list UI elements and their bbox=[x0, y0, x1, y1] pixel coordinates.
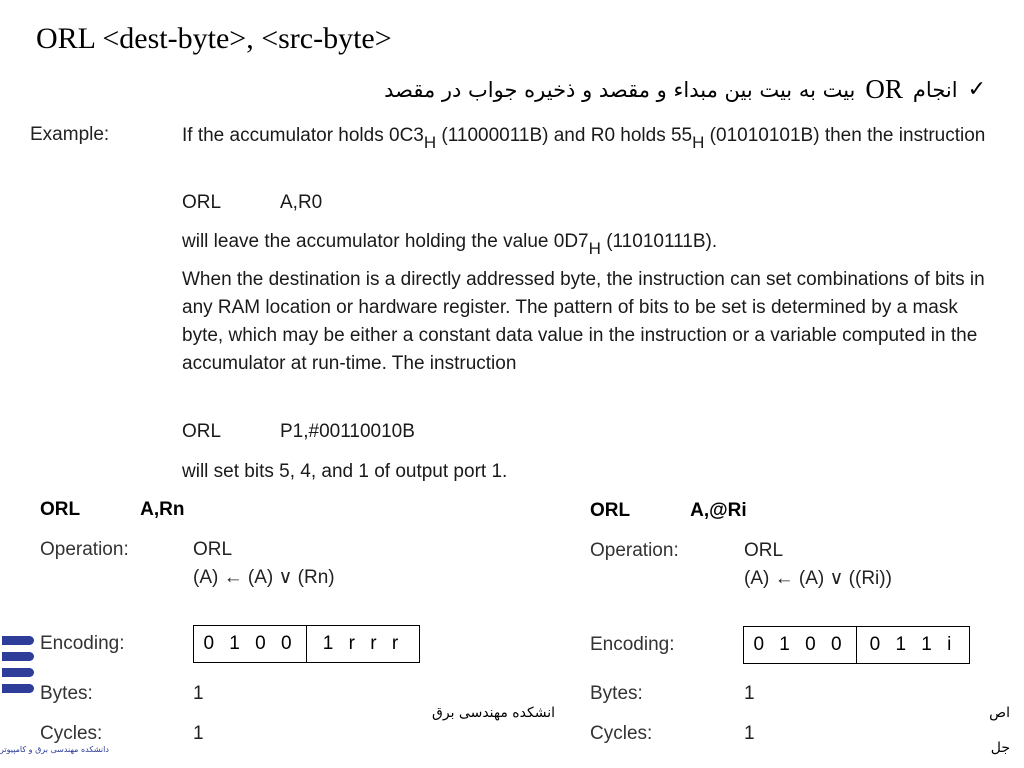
example-code-1 bbox=[182, 189, 1002, 217]
right-operation-op: ORL bbox=[744, 540, 784, 561]
footer-faculty: انشکده مهندسی برق bbox=[432, 705, 555, 721]
example-paragraph-1 bbox=[182, 122, 1002, 150]
left-operation-expr: (A) ← (A) ∨ (Rn) bbox=[193, 567, 335, 588]
example-paragraph-4: will set bits 5, 4, and 1 of output port 1. bbox=[182, 461, 508, 482]
example-paragraph-3: When the destination is a directly addressed byte, the instruction can set combinations of bits in any RAM location or hardware register. The pattern of bits to be set is determined by a mask byte, which may be either a constant data value in the instruction or a variable computed in the accumulator at run-time. The instruction bbox=[182, 269, 985, 374]
left-encoding-high: 0 1 0 0 bbox=[194, 626, 307, 662]
example-code-2 bbox=[182, 418, 1002, 446]
right-bytes-value: 1 bbox=[744, 683, 755, 704]
bullet-rest: بیت به بیت بین مبداء و مقصد و ذخیره جواب در مقصد bbox=[384, 77, 856, 102]
left-encoding-low: 1 r r r bbox=[322, 633, 404, 654]
left-block-heading bbox=[40, 499, 184, 521]
right-cycles-label: Cycles: bbox=[590, 723, 653, 744]
code2-args: P1,#00110010B bbox=[280, 421, 415, 442]
left-encoding-label: Encoding: bbox=[40, 633, 125, 654]
left-mnemonic: ORL bbox=[40, 499, 81, 520]
p2-text-b: (11010111B). bbox=[600, 231, 718, 252]
p1-text-a: If the accumulator holds 0C3 bbox=[182, 125, 424, 146]
logo-bar-3 bbox=[2, 668, 34, 677]
right-operation-expr: (A) ← (A) ∨ ((Ri)) bbox=[744, 568, 892, 589]
description-bullet bbox=[384, 74, 986, 105]
footer-right-top: اص bbox=[989, 705, 1010, 721]
right-block-heading bbox=[590, 500, 747, 522]
slide-title: ORL <dest-byte>, <src-byte> bbox=[36, 22, 392, 55]
right-mnemonic: ORL bbox=[590, 500, 631, 521]
logo-bar-2 bbox=[2, 652, 34, 661]
code1-op: ORL bbox=[182, 192, 222, 213]
code1-args: A,R0 bbox=[280, 192, 323, 213]
left-bytes-label: Bytes: bbox=[40, 683, 93, 704]
right-operation-label: Operation: bbox=[590, 540, 679, 561]
logo-bar-1 bbox=[2, 636, 34, 645]
p1-sub-1: H bbox=[423, 133, 437, 152]
right-operands: A,@Ri bbox=[690, 500, 747, 521]
right-encoding-high: 0 1 0 0 bbox=[744, 627, 857, 663]
p1-text-b: (11000011B) and R0 holds 55 bbox=[436, 125, 693, 146]
logo-bar-4 bbox=[2, 684, 34, 693]
left-operands: A,Rn bbox=[140, 499, 185, 520]
bullet-prefix: انجام bbox=[912, 77, 958, 102]
right-encoding-box bbox=[743, 626, 970, 664]
left-operation-label: Operation: bbox=[40, 539, 129, 560]
bullet-or-word: OR bbox=[865, 74, 903, 104]
right-encoding-low: 0 1 1 i bbox=[869, 634, 957, 655]
example-paragraph-2 bbox=[182, 228, 1002, 256]
logo-caption: دانشکده مهندسی برق و کامپیوتر bbox=[0, 745, 109, 754]
p2-text-a: will leave the accumulator holding the value 0D7 bbox=[182, 231, 589, 252]
left-operation-op: ORL bbox=[193, 539, 233, 560]
left-cycles-value: 1 bbox=[193, 723, 204, 744]
right-encoding-label: Encoding: bbox=[590, 634, 675, 655]
right-bytes-label: Bytes: bbox=[590, 683, 643, 704]
p2-sub: H bbox=[588, 239, 601, 258]
left-bytes-value: 1 bbox=[193, 683, 204, 704]
code2-op: ORL bbox=[182, 421, 222, 442]
university-logo-icon bbox=[0, 636, 36, 706]
left-encoding-box bbox=[193, 625, 420, 663]
left-cycles-label: Cycles: bbox=[40, 723, 103, 744]
p1-text-c: (01010101B) then the instruction bbox=[704, 125, 986, 146]
check-icon: ✓ bbox=[967, 77, 986, 102]
right-cycles-value: 1 bbox=[744, 723, 755, 744]
footer-right-bottom: جل bbox=[990, 740, 1010, 756]
p1-sub-2: H bbox=[692, 133, 705, 152]
example-label: Example: bbox=[30, 124, 110, 145]
